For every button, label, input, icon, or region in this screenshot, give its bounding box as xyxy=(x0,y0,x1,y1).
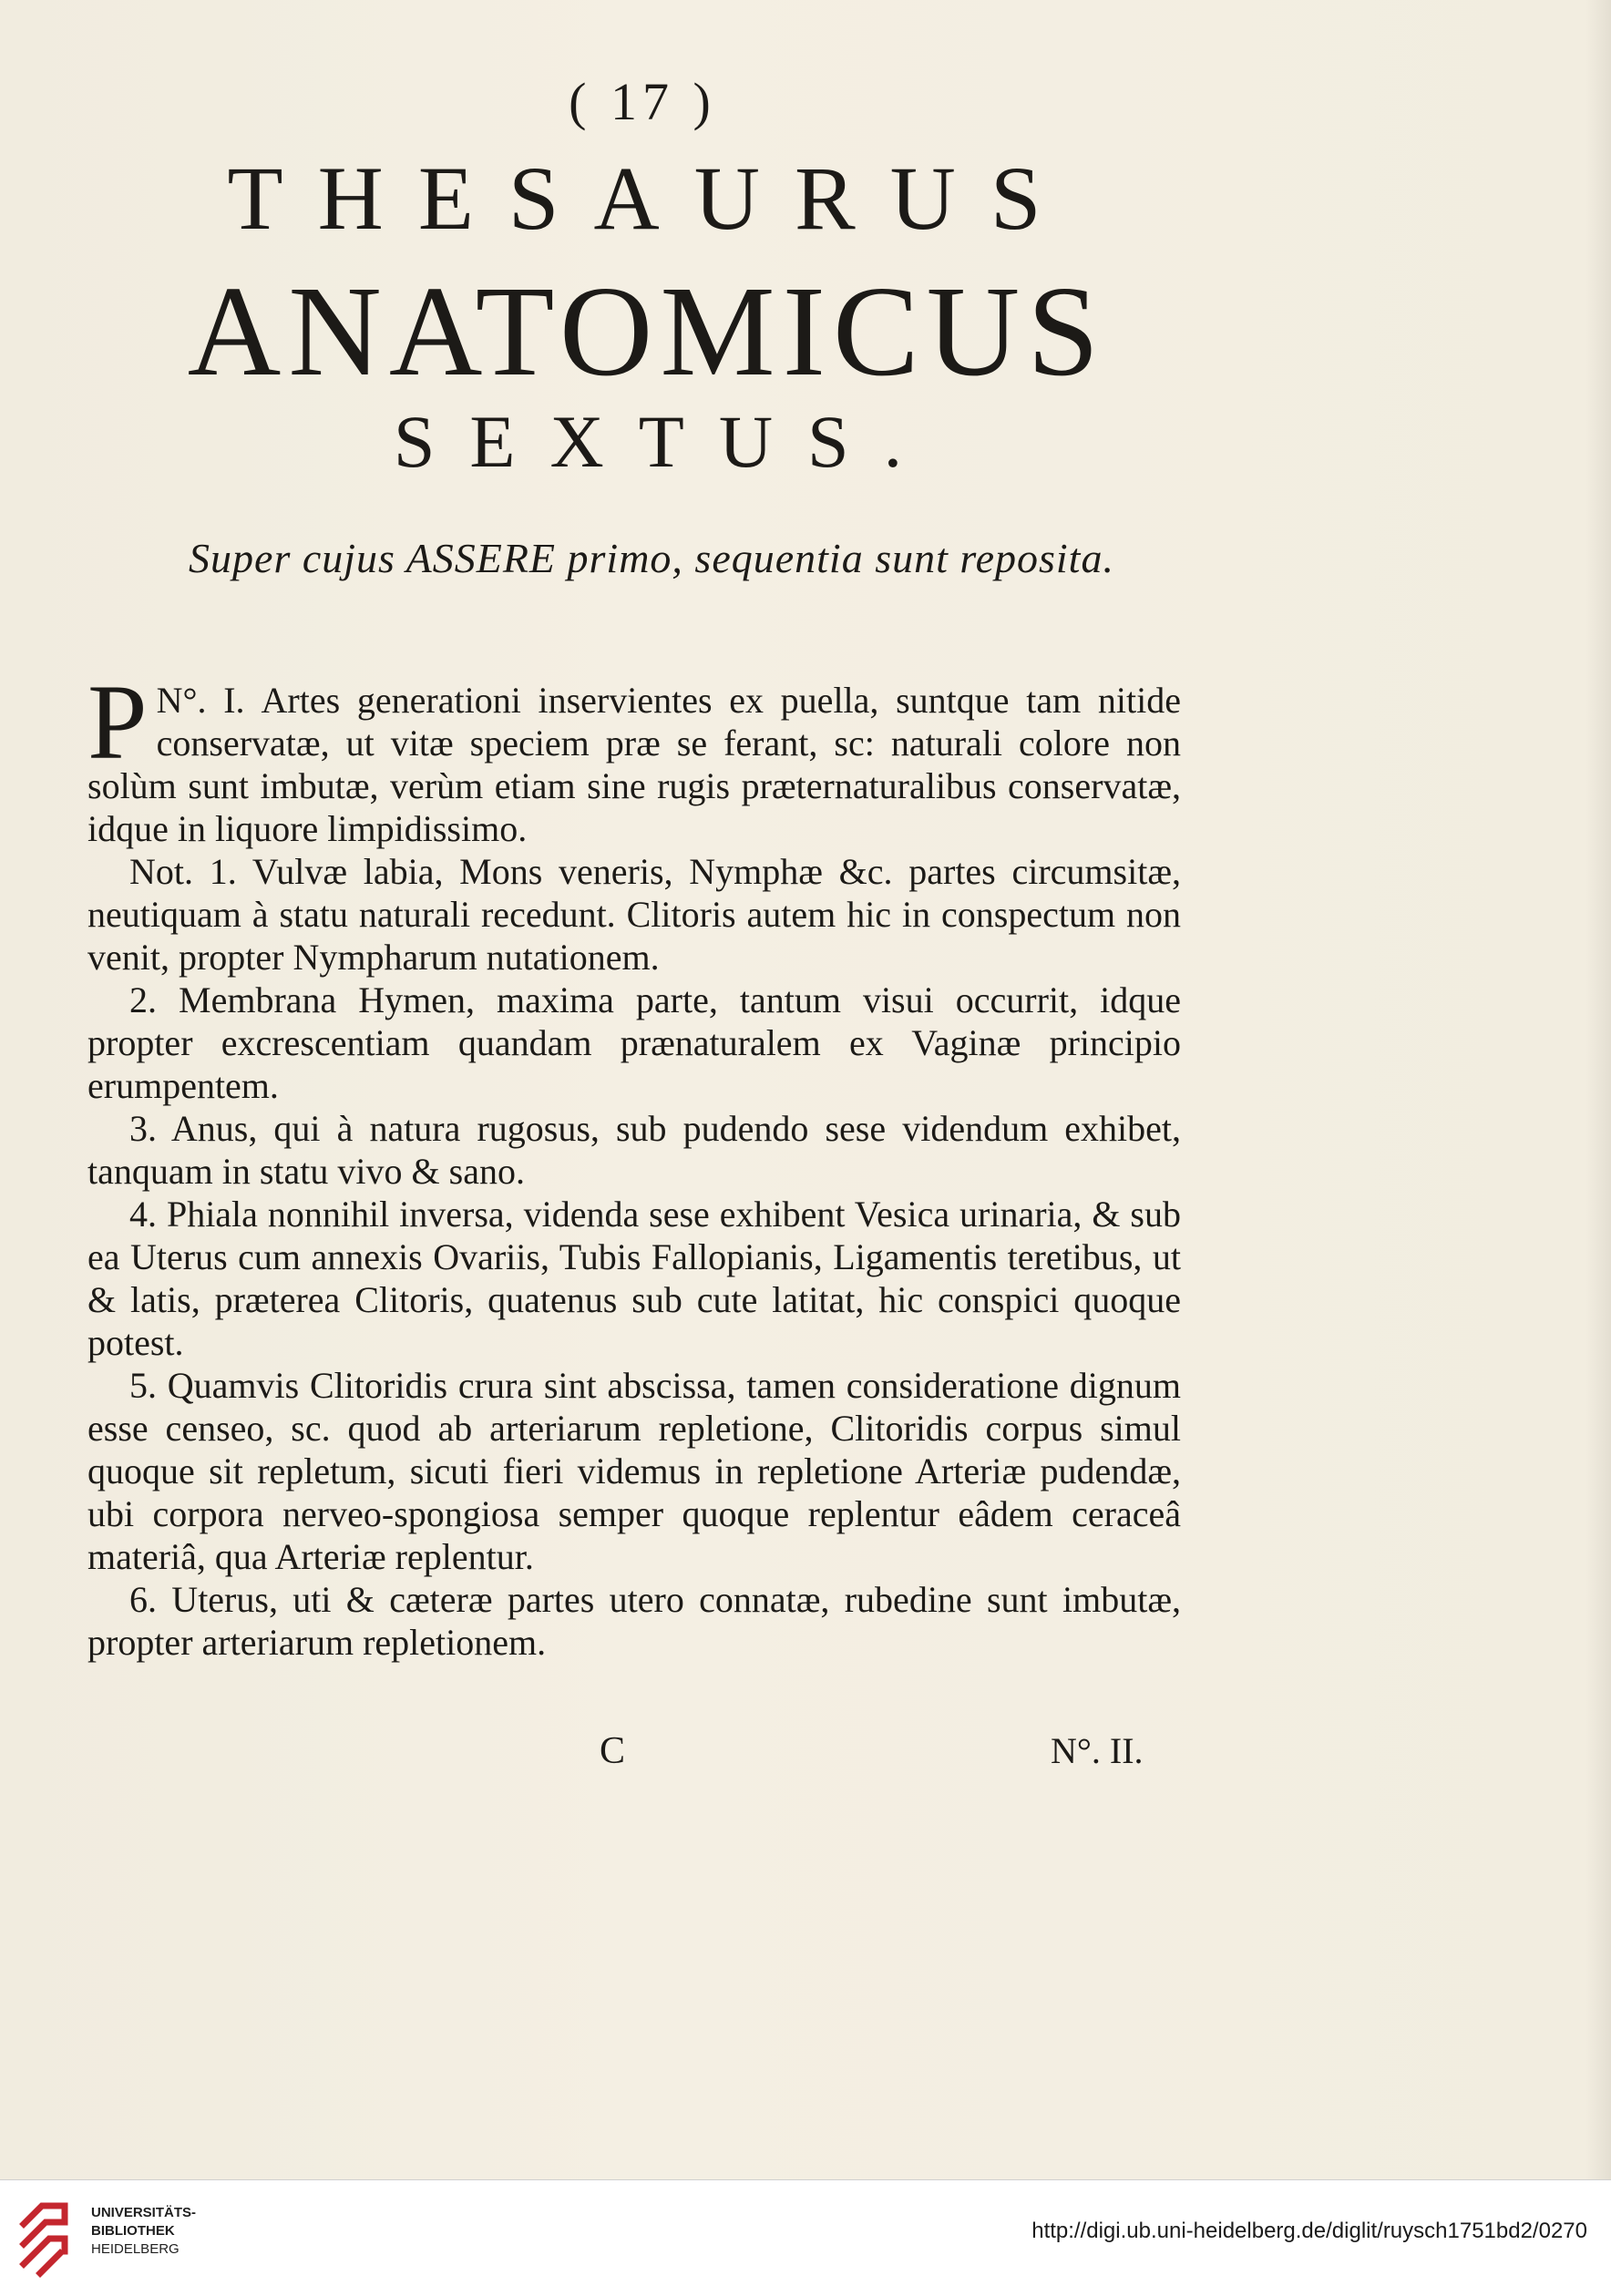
catchword: N°. II. xyxy=(1051,1730,1144,1771)
paragraph-6: 5. Quamvis Clitoridis crura sint abscissa, tamen consideratione dignum esse censeo, sc. quod ab arteriarum repletione, Clitoridis corpus simul quoque sit repletum, sicuti fieri videmus in repletione Arteriæ pudendæ, ubi corpora nerveo-spongiosa semper quoque replentur eâdem ceraceâ materiâ, qua Arteriæ replentur. xyxy=(87,1365,1181,1577)
permalink-url[interactable]: http://digi.ub.uni-heidelberg.de/diglit/ruysch1751bd2/0270 xyxy=(1031,2219,1587,2243)
paragraph-text: Artes generationi inservientes ex puella, suntque tam nitide conservatæ, ut vitæ speciem præ se ferant, sc: naturali colore non solùm sunt imbutæ, verùm etiam sine rugis præternaturalibus conservatæ, idque in liquore limpidissimo. xyxy=(87,680,1181,849)
signature-mark: C xyxy=(600,1730,626,1772)
library-name-line-2: BIBLIOTHEK xyxy=(91,2223,175,2239)
paragraph-1 xyxy=(87,662,1181,850)
viewer-footer xyxy=(0,2179,1611,2296)
title-line-2: ANATOMICUS xyxy=(187,259,1107,403)
paragraph-4: 3. Anus, qui à natura rugosus, sub pudendo sese videndum exhibet, tanquam in statu vivo & sano. xyxy=(87,1108,1181,1192)
drop-cap: P xyxy=(87,662,148,782)
paragraph-7: 6. Uterus, uti & cæteræ partes utero connatæ, rubedine sunt imbutæ, propter arteriarum repletionem. xyxy=(87,1579,1181,1663)
title-line-3: SEXTUS. xyxy=(393,400,938,483)
entry-label: N°. I. xyxy=(156,680,245,721)
paragraph-3: 2. Membrana Hymen, maxima parte, tantum visui occurrit, idque propter excrescentiam quandam prænaturalem ex Vaginæ principio erumpentem. xyxy=(87,979,1181,1106)
paragraph-2: Not. 1. Vulvæ labia, Mons veneris, Nymphæ &c. partes circumsitæ, neutiquam à statu naturali recedunt. Clitoris autem hic in conspectum non venit, propter Nympharum nutationem. xyxy=(87,851,1181,978)
page-number: ( 17 ) xyxy=(569,72,716,131)
subtitle: Super cujus ASSERE primo, sequentia sunt reposita. xyxy=(189,535,1114,581)
library-name xyxy=(91,2204,196,2259)
title-line-1: THESAURUS xyxy=(227,148,1076,249)
body-text xyxy=(87,662,1181,1664)
library-name-line-1: UNIVERSITÄTS- xyxy=(91,2205,197,2220)
library-name-line-3: HEIDELBERG xyxy=(91,2241,180,2257)
paragraph-5: 4. Phiala nonnihil inversa, videnda sese exhibent Vesica urinaria, & sub ea Uterus cum annexis Ovariis, Tubis Fallopianis, Ligamentis teretibus, ut & latis, præterea Clitoris, quatenus sub cute latitat, hic conspici quoque potest. xyxy=(87,1194,1181,1363)
library-logo-icon[interactable] xyxy=(15,2197,78,2279)
